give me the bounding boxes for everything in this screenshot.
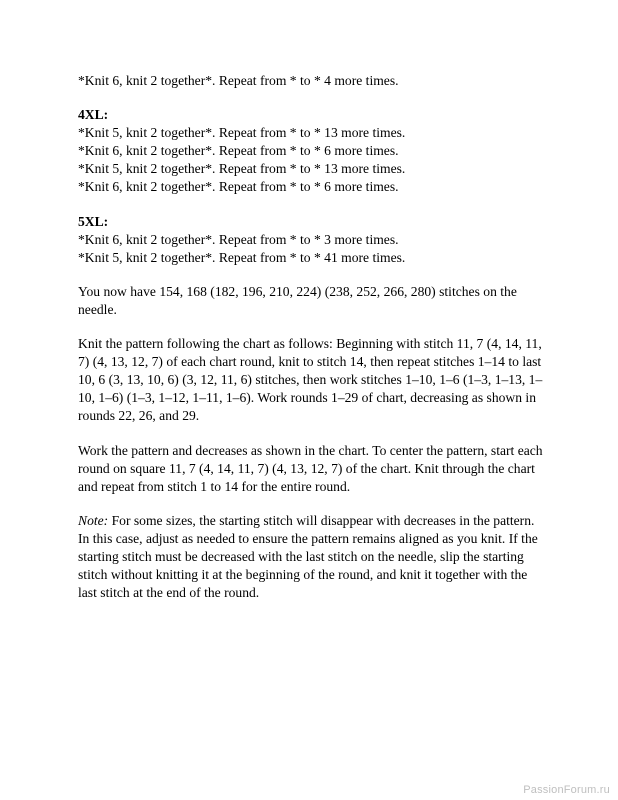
instruction-line: *Knit 5, knit 2 together*. Repeat from * to * 41 more times.	[78, 249, 406, 265]
size-heading-5xl: 5XL:	[78, 213, 109, 229]
size-4xl-block	[78, 106, 548, 196]
instruction-line: *Knit 6, knit 2 together*. Repeat from * to * 4 more times.	[78, 73, 399, 88]
instruction-line: *Knit 5, knit 2 together*. Repeat from * to * 13 more times.	[78, 161, 406, 177]
size-heading-4xl: 4XL:	[78, 107, 109, 123]
centering-paragraph	[78, 442, 548, 496]
intro-block	[78, 72, 548, 90]
watermark: PassionForum.ru	[523, 784, 610, 796]
chart-instructions-paragraph	[78, 335, 548, 425]
paragraph-text: Knit the pattern following the chart as follows: Beginning with stitch 11, 7 (4, 14, 11, 7) (4, 13, 12, 7) of each chart round, knit to stitch 14, then repeat stitches 1–14 to last 10, 6 (3, 13, 10, 6) (3, 12, 11, 6) stitches, then work stitches 1–10, 1–6 (1–3, 1–13, 1–10, 1–6) (1–3, 1–12, 1–11, 1–6). Work rounds 1–29 of chart, decreasing as shown in rounds 22, 26, and 29.	[78, 336, 543, 424]
note-text: For some sizes, the starting stitch will disappear with decreases in the pattern. In this case, adjust as needed to ensure the pattern remains aligned as you knit. If the starting stitch must be decreased with the last stitch on the needle, slip the starting stitch without knitting it at the beginning of the round, and knit it together with the last stitch at the end of the round.	[78, 512, 538, 601]
paragraph-text: Work the pattern and decreases as shown in the chart. To center the pattern, start each round on square 11, 7 (4, 14, 11, 7) (4, 13, 12, 7) of the chart. Knit through the chart and repeat from stitch 1 to 14 for the entire round.	[78, 442, 543, 494]
instruction-line: *Knit 5, knit 2 together*. Repeat from * to * 13 more times.	[78, 125, 406, 141]
instruction-line: *Knit 6, knit 2 together*. Repeat from * to * 3 more times.	[78, 231, 399, 247]
paragraph-text	[78, 512, 548, 602]
note-paragraph	[78, 512, 548, 602]
note-label: Note:	[78, 512, 109, 528]
paragraph-text: You now have 154, 168 (182, 196, 210, 224) (238, 252, 266, 280) stitches on the needle.	[78, 283, 517, 317]
document-page	[78, 72, 548, 602]
instruction-line: *Knit 6, knit 2 together*. Repeat from * to * 6 more times.	[78, 179, 399, 195]
size-5xl-block	[78, 213, 548, 267]
stitch-count-paragraph	[78, 283, 548, 319]
instruction-line: *Knit 6, knit 2 together*. Repeat from * to * 6 more times.	[78, 143, 399, 159]
